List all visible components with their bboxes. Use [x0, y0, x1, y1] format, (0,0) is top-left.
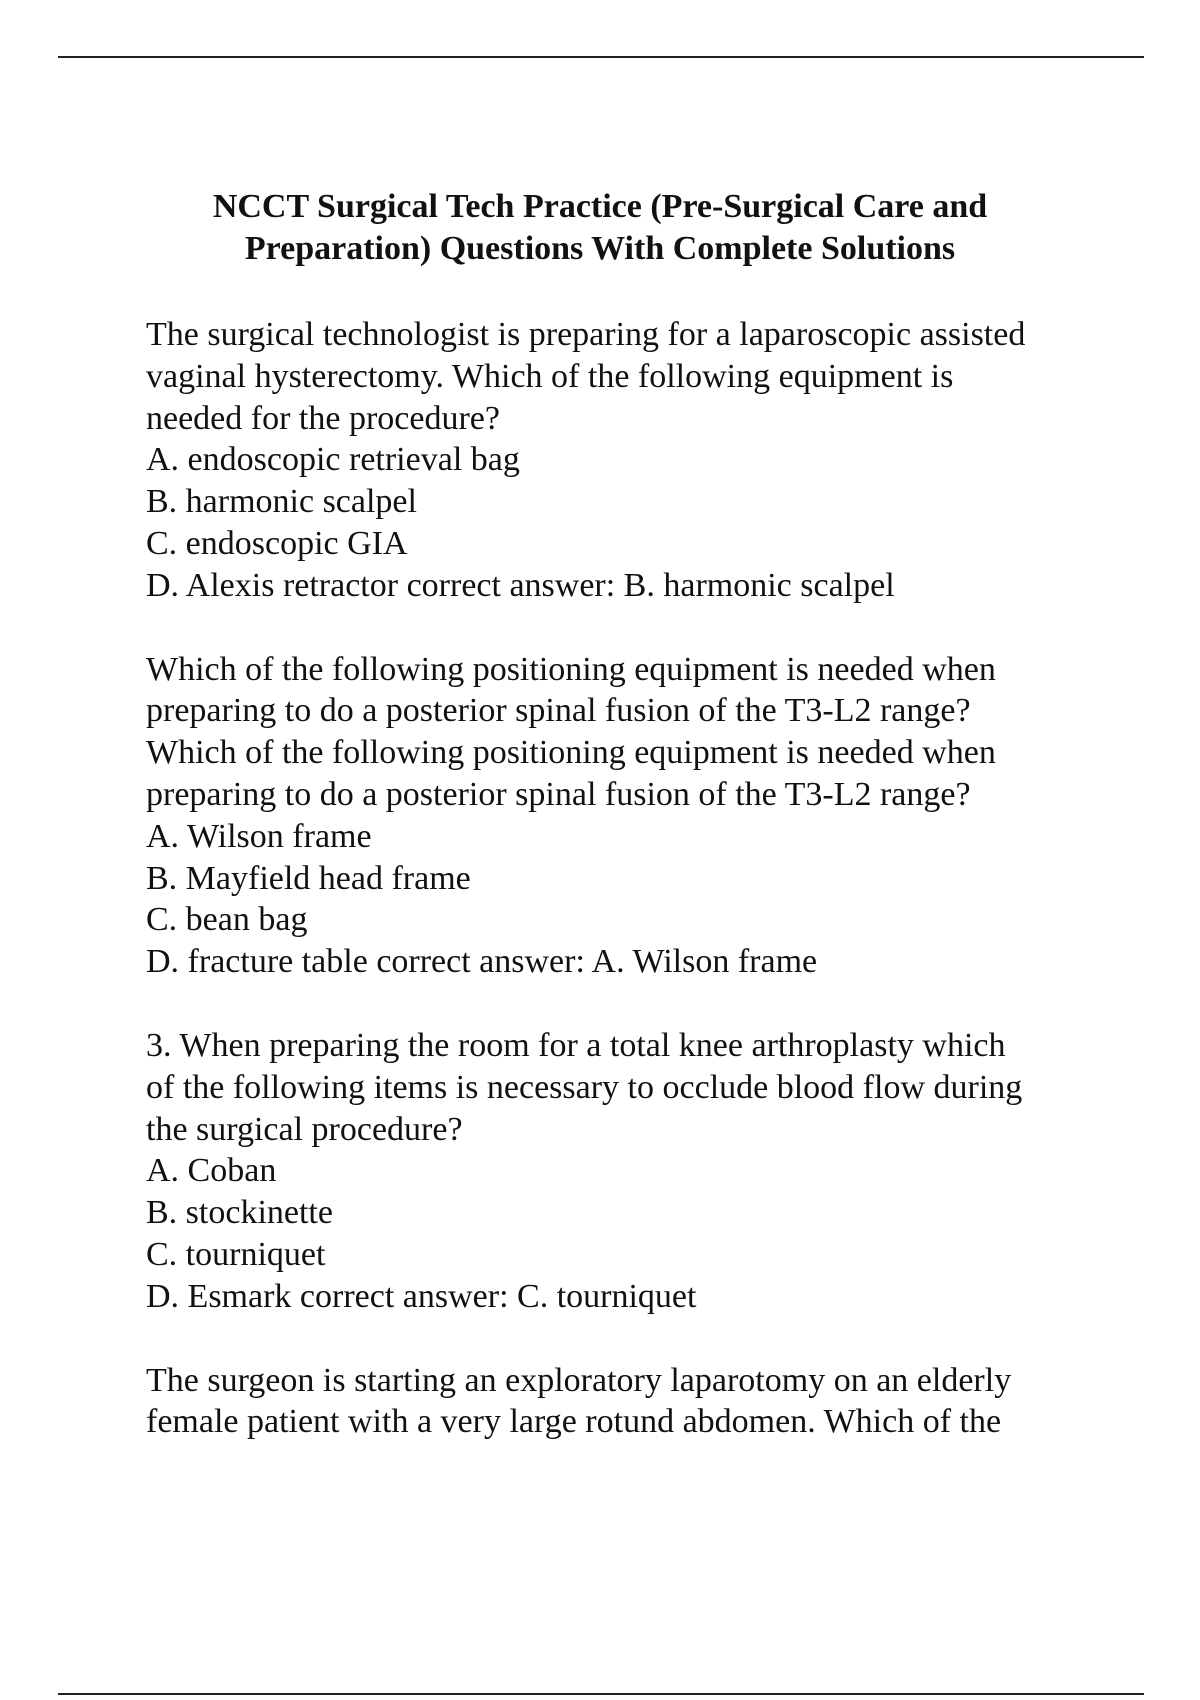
- answer-option-with-solution: D. Alexis retractor correct answer: B. harmonic scalpel: [146, 566, 895, 604]
- top-divider: [58, 56, 1144, 58]
- question-block: [146, 1025, 1106, 1318]
- answer-option: C. bean bag: [146, 901, 308, 939]
- document-body: [146, 314, 1106, 1485]
- answer-option: A. Wilson frame: [146, 817, 372, 855]
- answer-option: C. endoscopic GIA: [146, 524, 408, 562]
- question-text: Which of the following positioning equipment is needed when: [146, 734, 996, 772]
- answer-option-with-solution: D. fracture table correct answer: A. Wilson frame: [146, 943, 818, 981]
- question-text: female patient with a very large rotund abdomen. Which of the: [146, 1403, 1002, 1441]
- question-text: preparing to do a posterior spinal fusion of the T3-L2 range?: [146, 775, 971, 813]
- question-text: vaginal hysterectomy. Which of the following equipment is: [146, 357, 954, 395]
- document-title: [150, 186, 1050, 270]
- question-text: The surgeon is starting an exploratory laparotomy on an elderly: [146, 1361, 1012, 1399]
- answer-option: B. harmonic scalpel: [146, 483, 417, 521]
- question-text: needed for the procedure?: [146, 399, 500, 437]
- answer-option: C. tourniquet: [146, 1235, 326, 1273]
- question-text: 3. When preparing the room for a total knee arthroplasty which: [146, 1026, 1006, 1064]
- question-text: of the following items is necessary to occlude blood flow during: [146, 1068, 1023, 1106]
- answer-option: A. Coban: [146, 1152, 277, 1190]
- answer-option-with-solution: D. Esmark correct answer: C. tourniquet: [146, 1277, 697, 1315]
- question-block: [146, 1360, 1106, 1444]
- bottom-divider: [58, 1693, 1144, 1695]
- question-block: [146, 314, 1106, 607]
- question-text: Which of the following positioning equipment is needed when: [146, 650, 996, 688]
- question-text: The surgical technologist is preparing for a laparoscopic assisted: [146, 316, 1026, 353]
- question-text: the surgical procedure?: [146, 1110, 463, 1148]
- answer-option: B. Mayfield head frame: [146, 859, 471, 897]
- answer-option: B. stockinette: [146, 1194, 333, 1232]
- answer-option: A. endoscopic retrieval bag: [146, 441, 520, 479]
- title-line: Preparation) Questions With Complete Solutions: [244, 230, 956, 267]
- question-text: preparing to do a posterior spinal fusion of the T3-L2 range?: [146, 692, 971, 730]
- title-line: NCCT Surgical Tech Practice (Pre-Surgical Care and: [212, 188, 988, 225]
- question-block: [146, 649, 1106, 983]
